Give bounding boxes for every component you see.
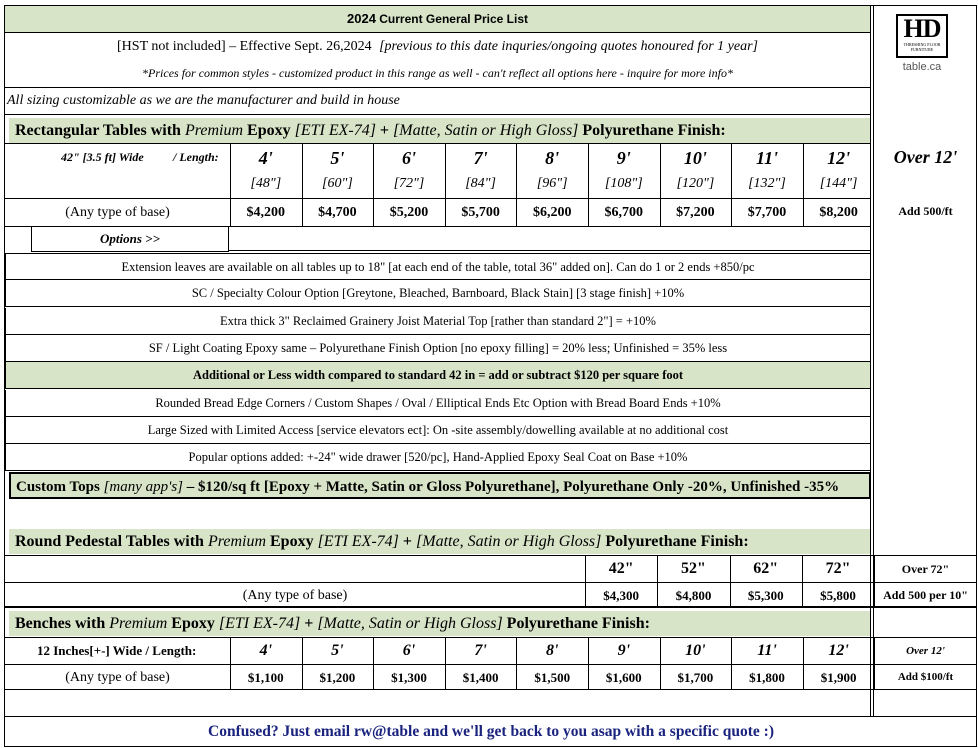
bench-price: $1,800	[749, 670, 785, 685]
rect-price: $4,200	[246, 205, 286, 220]
round-price: $4,800	[675, 588, 712, 603]
option-row: Large Sized with Limited Access [service elevators ect]: On -site assembly/dowelling available at no additional cost	[5, 417, 871, 444]
option-row: SF / Light Coating Epoxy same – Polyurethane Finish Option [no epoxy filling] = 20% less; Unfinished = 35% less	[5, 335, 871, 362]
right-column-divider-2	[873, 5, 874, 717]
bench-title-premium: Premium	[109, 615, 168, 632]
custom-title: Custom Tops	[16, 479, 100, 495]
bench-length: 9'	[617, 642, 631, 659]
rect-length-inches: [84"]	[465, 176, 496, 191]
rect-length: 9'	[616, 148, 631, 168]
round-price: $5,300	[747, 588, 784, 603]
effective-text: [HST not included] – Effective Sept. 26,2024	[117, 39, 372, 54]
round-price: $5,800	[820, 588, 856, 603]
rect-title-premium: Premium	[184, 122, 244, 139]
option-row: Additional or Less width compared to standard 42 in = add or subtract $120 per square foot	[5, 362, 871, 389]
round-base-label: (Any type of base)	[242, 588, 348, 603]
option-row: SC / Specialty Colour Option [Greytone, Bleached, Barnboard, Black Stain] [3 stage finish] +10%	[5, 280, 871, 307]
logo-domain: table.ca	[902, 61, 942, 73]
rect-price: $4,700	[318, 205, 357, 220]
rect-title-epoxy: Epoxy	[243, 122, 295, 139]
bench-length: 11'	[757, 642, 777, 659]
rect-length: 4'	[258, 148, 273, 168]
option-row: Popular options added: +-24" wide drawer [520/pc], Hand-Applied Epoxy Seal Coat on Base +10%	[5, 444, 871, 471]
rect-length: 7'	[473, 148, 488, 168]
logo-subtitle: THRESHING FLOOR FURNITURE	[903, 42, 941, 52]
rect-price: $5,700	[461, 205, 500, 220]
rect-length-inches: [144"]	[819, 176, 858, 191]
bench-length: 5'	[331, 642, 344, 659]
rect-length: 6'	[401, 148, 416, 168]
round-size: 52"	[681, 560, 706, 577]
rect-length: 10'	[683, 148, 707, 168]
bench-title-a: Benches with	[15, 615, 110, 632]
round-title-eti: [ETI EX-74]	[317, 533, 399, 550]
footer-contact: Confused? Just email rw@table and we'll get back to you asap with a specific quote :)	[208, 723, 774, 740]
round-title-premium: Premium	[207, 533, 266, 550]
round-title-a: Round Pedestal Tables with	[15, 533, 208, 550]
rect-length-inches: [132"]	[748, 176, 786, 191]
custom-rest: – $120/sq ft [Epoxy + Matte, Satin or Gloss Polyurethane], Polyurethane Only -20%, Unfinished -35%	[183, 479, 840, 495]
bench-price: $1,300	[391, 670, 427, 685]
rect-base-label: (Any type of base)	[65, 205, 170, 220]
bench-over-price: Add $100/ft	[897, 671, 954, 683]
bench-width-label: 12 Inches[+-] Wide / Length:	[37, 643, 197, 658]
bench-table	[5, 637, 977, 690]
bench-base-label: (Any type of base)	[65, 670, 170, 685]
rect-length-inches: [96"]	[536, 176, 568, 191]
logo-letters: HD	[903, 14, 941, 43]
previous-note: [previous to this date inquries/ongoing quotes honoured for 1 year]	[379, 39, 758, 54]
rect-over-label: Over 12'	[893, 147, 958, 167]
rect-width-label: 42" [3.5 ft] Wide	[61, 150, 144, 164]
option-row: Extension leaves are available on all tables up to 18" [at each end of the table, total 36" added on]. Can do 1 or 2 ends +850/pc	[5, 253, 871, 280]
prices-note: *Prices for common styles - customized product in this range as well - can't reflect all options here - inquire for more info*	[5, 60, 870, 88]
round-size: 72"	[825, 560, 851, 577]
round-over-price: Add 500 per 10"	[883, 588, 968, 602]
round-size: 62"	[753, 560, 779, 577]
bench-title-finish-opts: [Matte, Satin or High Gloss]	[317, 615, 503, 632]
bench-length: 7'	[474, 642, 487, 659]
bench-price: $1,700	[677, 670, 714, 685]
round-table	[5, 555, 977, 608]
rect-length-label: / Length:	[173, 150, 219, 164]
round-section-heading	[9, 529, 870, 554]
round-over-label: Over 72"	[901, 562, 950, 576]
options-label: Options >>	[31, 226, 229, 252]
rect-price: $5,200	[389, 205, 429, 220]
bench-title-eti: [ETI EX-74]	[218, 615, 301, 632]
bench-price: $1,900	[820, 670, 857, 685]
bench-over-label: Over 12'	[906, 645, 945, 657]
rect-length-inches: [48"]	[250, 176, 282, 191]
rect-length: 5'	[330, 148, 345, 168]
bench-price: $1,500	[534, 670, 571, 685]
rect-price: $7,200	[676, 205, 715, 220]
footer-rule	[5, 716, 977, 717]
bench-length: 12'	[828, 642, 849, 659]
rect-length-inches: [72"]	[393, 176, 425, 191]
rect-title-plus: +	[375, 122, 394, 139]
option-row: Rounded Bread Edge Corners / Custom Shapes / Oval / Elliptical Ends Etc Option with Bread Board Ends +10%	[5, 390, 871, 417]
bench-length: 6'	[402, 642, 416, 659]
bench-title-plus: +	[300, 615, 318, 632]
page-title: Current General Price List	[379, 12, 528, 26]
bench-title-epoxy: Epoxy	[167, 615, 219, 632]
bench-price: $1,400	[462, 670, 499, 685]
rect-over-price: Add 500/ft	[898, 204, 953, 218]
round-size: 42"	[608, 560, 634, 577]
logo	[896, 14, 952, 78]
rect-length: 11'	[755, 148, 778, 168]
custom-apps: [many app's]	[103, 479, 184, 495]
rect-length: 8'	[545, 148, 560, 168]
rect-length-inches: [108"]	[604, 176, 643, 191]
rect-title-end: Polyurethane Finish:	[578, 122, 726, 139]
title-bar	[5, 6, 870, 33]
rect-title-finish-opts: [Matte, Satin or High Gloss]	[393, 122, 579, 139]
effective-line	[5, 34, 870, 60]
rect-price: $8,200	[819, 205, 858, 220]
bench-length: 4'	[259, 642, 273, 659]
round-title-end: Polyurethane Finish:	[601, 533, 749, 550]
logo-mark	[896, 14, 948, 58]
round-title-finish-opts: [Matte, Satin or High Gloss]	[416, 533, 602, 550]
options-label-right-rule	[229, 250, 871, 251]
bench-price: $1,600	[605, 670, 642, 685]
rect-title-eti: [ETI EX-74]	[294, 122, 376, 139]
round-title-plus: +	[398, 533, 417, 550]
rect-section-heading	[9, 118, 870, 143]
rect-price: $7,700	[747, 205, 787, 220]
rect-length: 12'	[827, 148, 851, 168]
sizing-note: All sizing customizable as we are the manufacturer and build in house	[5, 88, 870, 115]
round-title-epoxy: Epoxy	[266, 533, 318, 550]
rect-title-a: Rectangular Tables with	[15, 122, 185, 139]
bench-section-heading	[9, 611, 870, 636]
rect-price: $6,700	[604, 205, 644, 220]
bench-length: 8'	[545, 642, 559, 659]
rect-length-inches: [60"]	[322, 176, 353, 191]
option-row: Extra thick 3" Reclaimed Grainery Joist Material Top [rather than standard 2"] = +10%	[5, 308, 871, 335]
title-year: 2024	[347, 11, 376, 26]
bench-length: 10'	[685, 642, 706, 659]
bench-price: $1,200	[319, 670, 356, 685]
custom-tops-row	[9, 472, 871, 499]
rect-length-inches: [120"]	[676, 176, 715, 191]
round-price: $4,300	[603, 588, 640, 603]
rect-table	[5, 143, 871, 251]
rect-price: $6,200	[532, 205, 572, 220]
bench-price: $1,100	[247, 670, 284, 685]
bench-title-end: Polyurethane Finish:	[502, 615, 650, 632]
